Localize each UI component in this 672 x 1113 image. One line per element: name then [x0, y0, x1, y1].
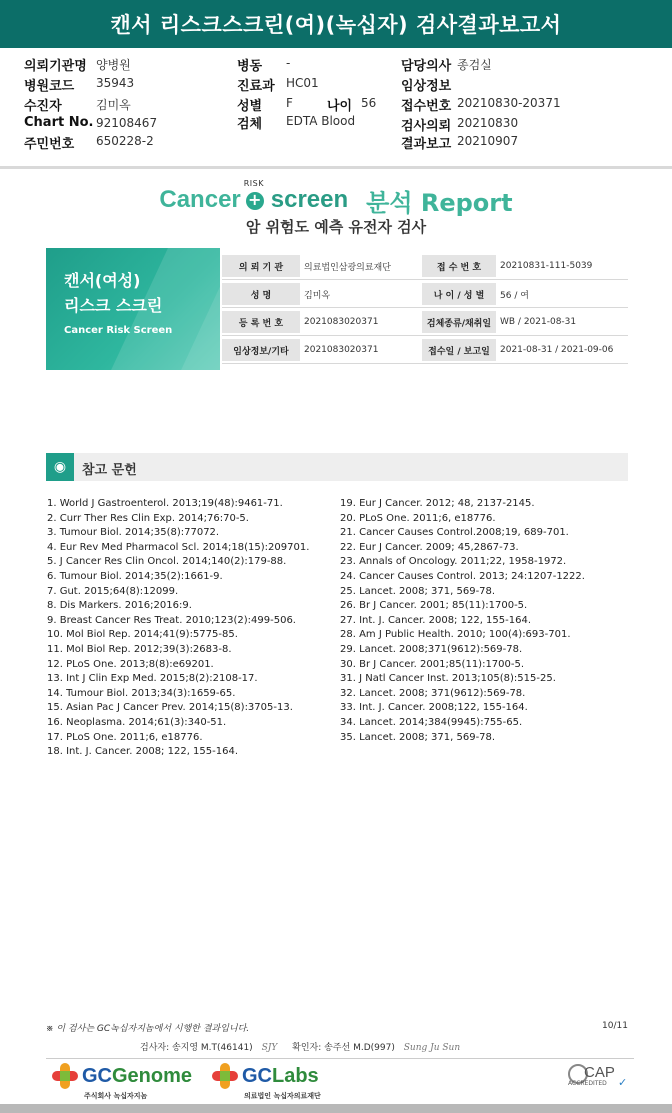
- page-number: 10/11: [602, 1021, 628, 1031]
- department-label: 진료과: [237, 79, 275, 94]
- request-date-label: 검사의뢰: [401, 119, 452, 134]
- hospital-code-value: 35943: [96, 76, 135, 90]
- doctor-value: 종검실: [457, 58, 492, 72]
- gc-cross-icon: [52, 1063, 78, 1089]
- resident-no-value: 650228-2: [96, 134, 154, 148]
- patient-info: [0, 48, 672, 166]
- reference-item: 21. Cancer Causes Control.2008;19, 689-701.: [340, 527, 569, 539]
- logo1-gc: GC: [82, 1064, 112, 1087]
- confirmer-signature: Sung Ju Sun: [403, 1043, 461, 1053]
- reference-item: 32. Lancet. 2008; 371(9612):569-78.: [340, 687, 526, 699]
- references-left-column: [47, 497, 309, 760]
- reference-item: 15. Asian Pac J Cancer Prev. 2014;15(8):3705-13.: [47, 702, 293, 714]
- reference-item: 20. PLoS One. 2011;6, e18776.: [340, 512, 496, 524]
- table-row: [222, 308, 628, 336]
- reference-item: 5. J Cancer Res Clin Oncol. 2014;140(2):179-88.: [47, 556, 287, 568]
- table-key: 접 수 번 호: [422, 255, 496, 277]
- bottom-bar: [0, 1104, 672, 1113]
- ward-value: -: [286, 56, 291, 70]
- table-key: 검체종류/채취일: [422, 311, 496, 333]
- check-icon: ✓: [618, 1076, 628, 1089]
- examiner-signature: SJY: [261, 1043, 278, 1053]
- signers: [140, 1040, 472, 1053]
- reference-item: 1. World J Gastroenterol. 2013;19(48):9461-71.: [47, 498, 283, 509]
- specimen-value: EDTA Blood: [286, 114, 356, 128]
- reference-item: 17. PLoS One. 2011;6, e18776.: [47, 731, 203, 743]
- institution-value: 양병원: [96, 58, 131, 72]
- ward-label: 병동: [237, 59, 263, 74]
- gc-labs-logo: [212, 1063, 321, 1101]
- references-header: [46, 453, 628, 481]
- table-value: 2021-08-31 / 2021-09-06: [500, 345, 614, 355]
- table-row: [222, 336, 628, 364]
- reference-item: 29. Lancet. 2008;371(9612):569-78.: [340, 643, 523, 655]
- hospital-code-label: 병원코드: [24, 79, 75, 94]
- table-value: 2021083020371: [304, 345, 379, 355]
- reference-item: 33. Int. J. Cancer. 2008;122, 155-164.: [340, 702, 528, 714]
- reference-item: 10. Mol Biol Rep. 2014;41(9):5775-85.: [47, 629, 238, 641]
- reference-item: 34. Lancet. 2014;384(9945):755-65.: [340, 716, 523, 728]
- table-key: 등 록 번 호: [222, 311, 300, 333]
- reference-item: 31. J Natl Cancer Inst. 2013;105(8):515-25.: [340, 673, 556, 685]
- clinical-label: 임상정보: [401, 79, 452, 94]
- sex-value: F: [286, 96, 293, 110]
- gc-genome-logo: [52, 1063, 192, 1101]
- reference-item: 16. Neoplasma. 2014;61(3):340-51.: [47, 716, 227, 728]
- table-row: [222, 252, 628, 280]
- book-icon: ◉: [46, 453, 74, 481]
- chart-no-value: 92108467: [96, 116, 158, 130]
- table-value: 56 / 여: [500, 290, 529, 301]
- reference-item: 18. Int. J. Cancer. 2008; 122, 155-164.: [47, 746, 239, 758]
- institution-label: 의뢰기관명: [24, 59, 87, 74]
- gc-cross-icon: [212, 1063, 238, 1089]
- report-date-value: 20210907: [457, 134, 519, 148]
- table-value: 2021083020371: [304, 317, 379, 327]
- department-value: HC01: [286, 76, 319, 90]
- references-right-column: [340, 497, 585, 745]
- brand-logo: [0, 180, 672, 220]
- confirmer: 확인자: 송주선 M.D(997): [292, 1043, 395, 1053]
- logo2-sub: 의료법인 녹십자의료재단: [244, 1092, 321, 1100]
- section-divider: [0, 166, 672, 169]
- logo2-gc: GC: [242, 1064, 272, 1087]
- risk-plus-icon: RISK +: [243, 179, 264, 209]
- report-date-label: 결과보고: [401, 137, 452, 152]
- card-line2: 리스크 스크린: [64, 296, 163, 315]
- report-title: 캔서 리스크스크린(여)(녹십자) 검사결과보고서: [110, 13, 562, 37]
- reference-item: 11. Mol Biol Rep. 2012;39(3):2683-8.: [47, 643, 232, 655]
- report-info-table: [222, 252, 628, 364]
- age-value: 56: [361, 96, 377, 110]
- footer-divider: [46, 1058, 634, 1059]
- table-key: 임상정보/기타: [222, 339, 300, 361]
- reference-item: 14. Tumour Biol. 2013;34(3):1659-65.: [47, 687, 236, 699]
- cap-accredited-logo: [568, 1064, 632, 1094]
- brand-report: 분석 Report: [366, 188, 513, 217]
- reference-item: 8. Dis Markers. 2016;2016:9.: [47, 600, 192, 612]
- cap-text: CAP: [584, 1064, 615, 1081]
- logo1-rest: Genome: [112, 1064, 193, 1087]
- card-line3: Cancer Risk Screen: [64, 325, 173, 336]
- reference-item: 22. Eur J Cancer. 2009; 45,2867-73.: [340, 541, 519, 553]
- reference-item: 27. Int. J. Cancer. 2008; 122, 155-164.: [340, 614, 532, 626]
- reference-item: 19. Eur J Cancer. 2012; 48, 2137-2145.: [340, 498, 535, 509]
- reference-item: 3. Tumour Biol. 2014;35(8):77072.: [47, 527, 220, 539]
- reference-item: 6. Tumour Biol. 2014;35(2):1661-9.: [47, 570, 223, 582]
- brand-subtitle: 암 위험도 예측 유전자 검사: [245, 218, 427, 236]
- reference-item: 24. Cancer Causes Control. 2013; 24:1207-1222.: [340, 570, 585, 582]
- cap-sub: ACCREDITED: [568, 1080, 607, 1087]
- brand-screen: screen: [270, 186, 349, 213]
- report-header: [0, 0, 672, 48]
- receipt-no-value: 20210830-20371: [457, 96, 561, 110]
- chart-no-label: Chart No.: [24, 115, 94, 130]
- footer-note: ※ 이 검사는 GC녹십자지놈에서 시행한 결과입니다.: [46, 1024, 250, 1034]
- request-date-value: 20210830: [457, 116, 519, 130]
- reference-item: 13. Int J Clin Exp Med. 2015;8(2):2108-17.: [47, 673, 258, 685]
- table-key: 접수일 / 보고일: [422, 339, 496, 361]
- examiner: 검사자: 송지영 M.T(46141): [140, 1043, 253, 1053]
- logo2-rest: Labs: [272, 1064, 319, 1087]
- reference-item: 35. Lancet. 2008; 371, 569-78.: [340, 731, 496, 743]
- references-title: 참고 문헌: [82, 463, 137, 478]
- reference-item: 7. Gut. 2015;64(8):12099.: [47, 585, 179, 597]
- table-key: 의 뢰 기 관: [222, 255, 300, 277]
- doctor-label: 담당의사: [401, 59, 452, 74]
- table-value: WB / 2021-08-31: [500, 317, 577, 327]
- reference-item: 4. Eur Rev Med Pharmacol Scl. 2014;18(15):209701.: [47, 541, 310, 553]
- logo1-sub: 주식회사 녹십자지놈: [84, 1092, 148, 1100]
- reference-item: 12. PLoS One. 2013;8(8):e69201.: [47, 658, 214, 670]
- reference-item: 30. Br J Cancer. 2001;85(11):1700-5.: [340, 658, 525, 670]
- examinee-label: 수진자: [24, 99, 62, 114]
- specimen-label: 검체: [237, 117, 263, 132]
- product-card: [46, 248, 220, 370]
- brand-risk: RISK: [243, 179, 264, 188]
- resident-no-label: 주민번호: [24, 137, 75, 152]
- table-row: [222, 280, 628, 308]
- reference-item: 23. Annals of Oncology. 2011;22, 1958-1972.: [340, 556, 567, 568]
- reference-item: 26. Br J Cancer. 2001; 85(11):1700-5.: [340, 600, 528, 612]
- reference-item: 28. Am J Public Health. 2010; 100(4):693-701.: [340, 629, 571, 641]
- reference-item: 9. Breast Cancer Res Treat. 2010;123(2):499-506.: [47, 614, 296, 626]
- examinee-value: 김미옥: [96, 98, 131, 112]
- table-key: 나 이 / 성 별: [422, 283, 496, 305]
- sex-label: 성별: [237, 99, 263, 114]
- table-key: 성 명: [222, 283, 300, 305]
- age-label: 나이: [327, 99, 353, 114]
- table-value: 김미옥: [304, 290, 331, 301]
- reference-item: 2. Curr Ther Res Clin Exp. 2014;76:70-5.: [47, 512, 249, 524]
- table-value: 의료법인삼광의료재단: [304, 262, 391, 273]
- brand-cancer: Cancer: [159, 186, 241, 213]
- receipt-no-label: 접수번호: [401, 99, 452, 114]
- reference-item: 25. Lancet. 2008; 371, 569-78.: [340, 585, 496, 597]
- card-line1: 캔서(여성): [64, 271, 141, 290]
- table-value: 20210831-111-5039: [500, 261, 593, 271]
